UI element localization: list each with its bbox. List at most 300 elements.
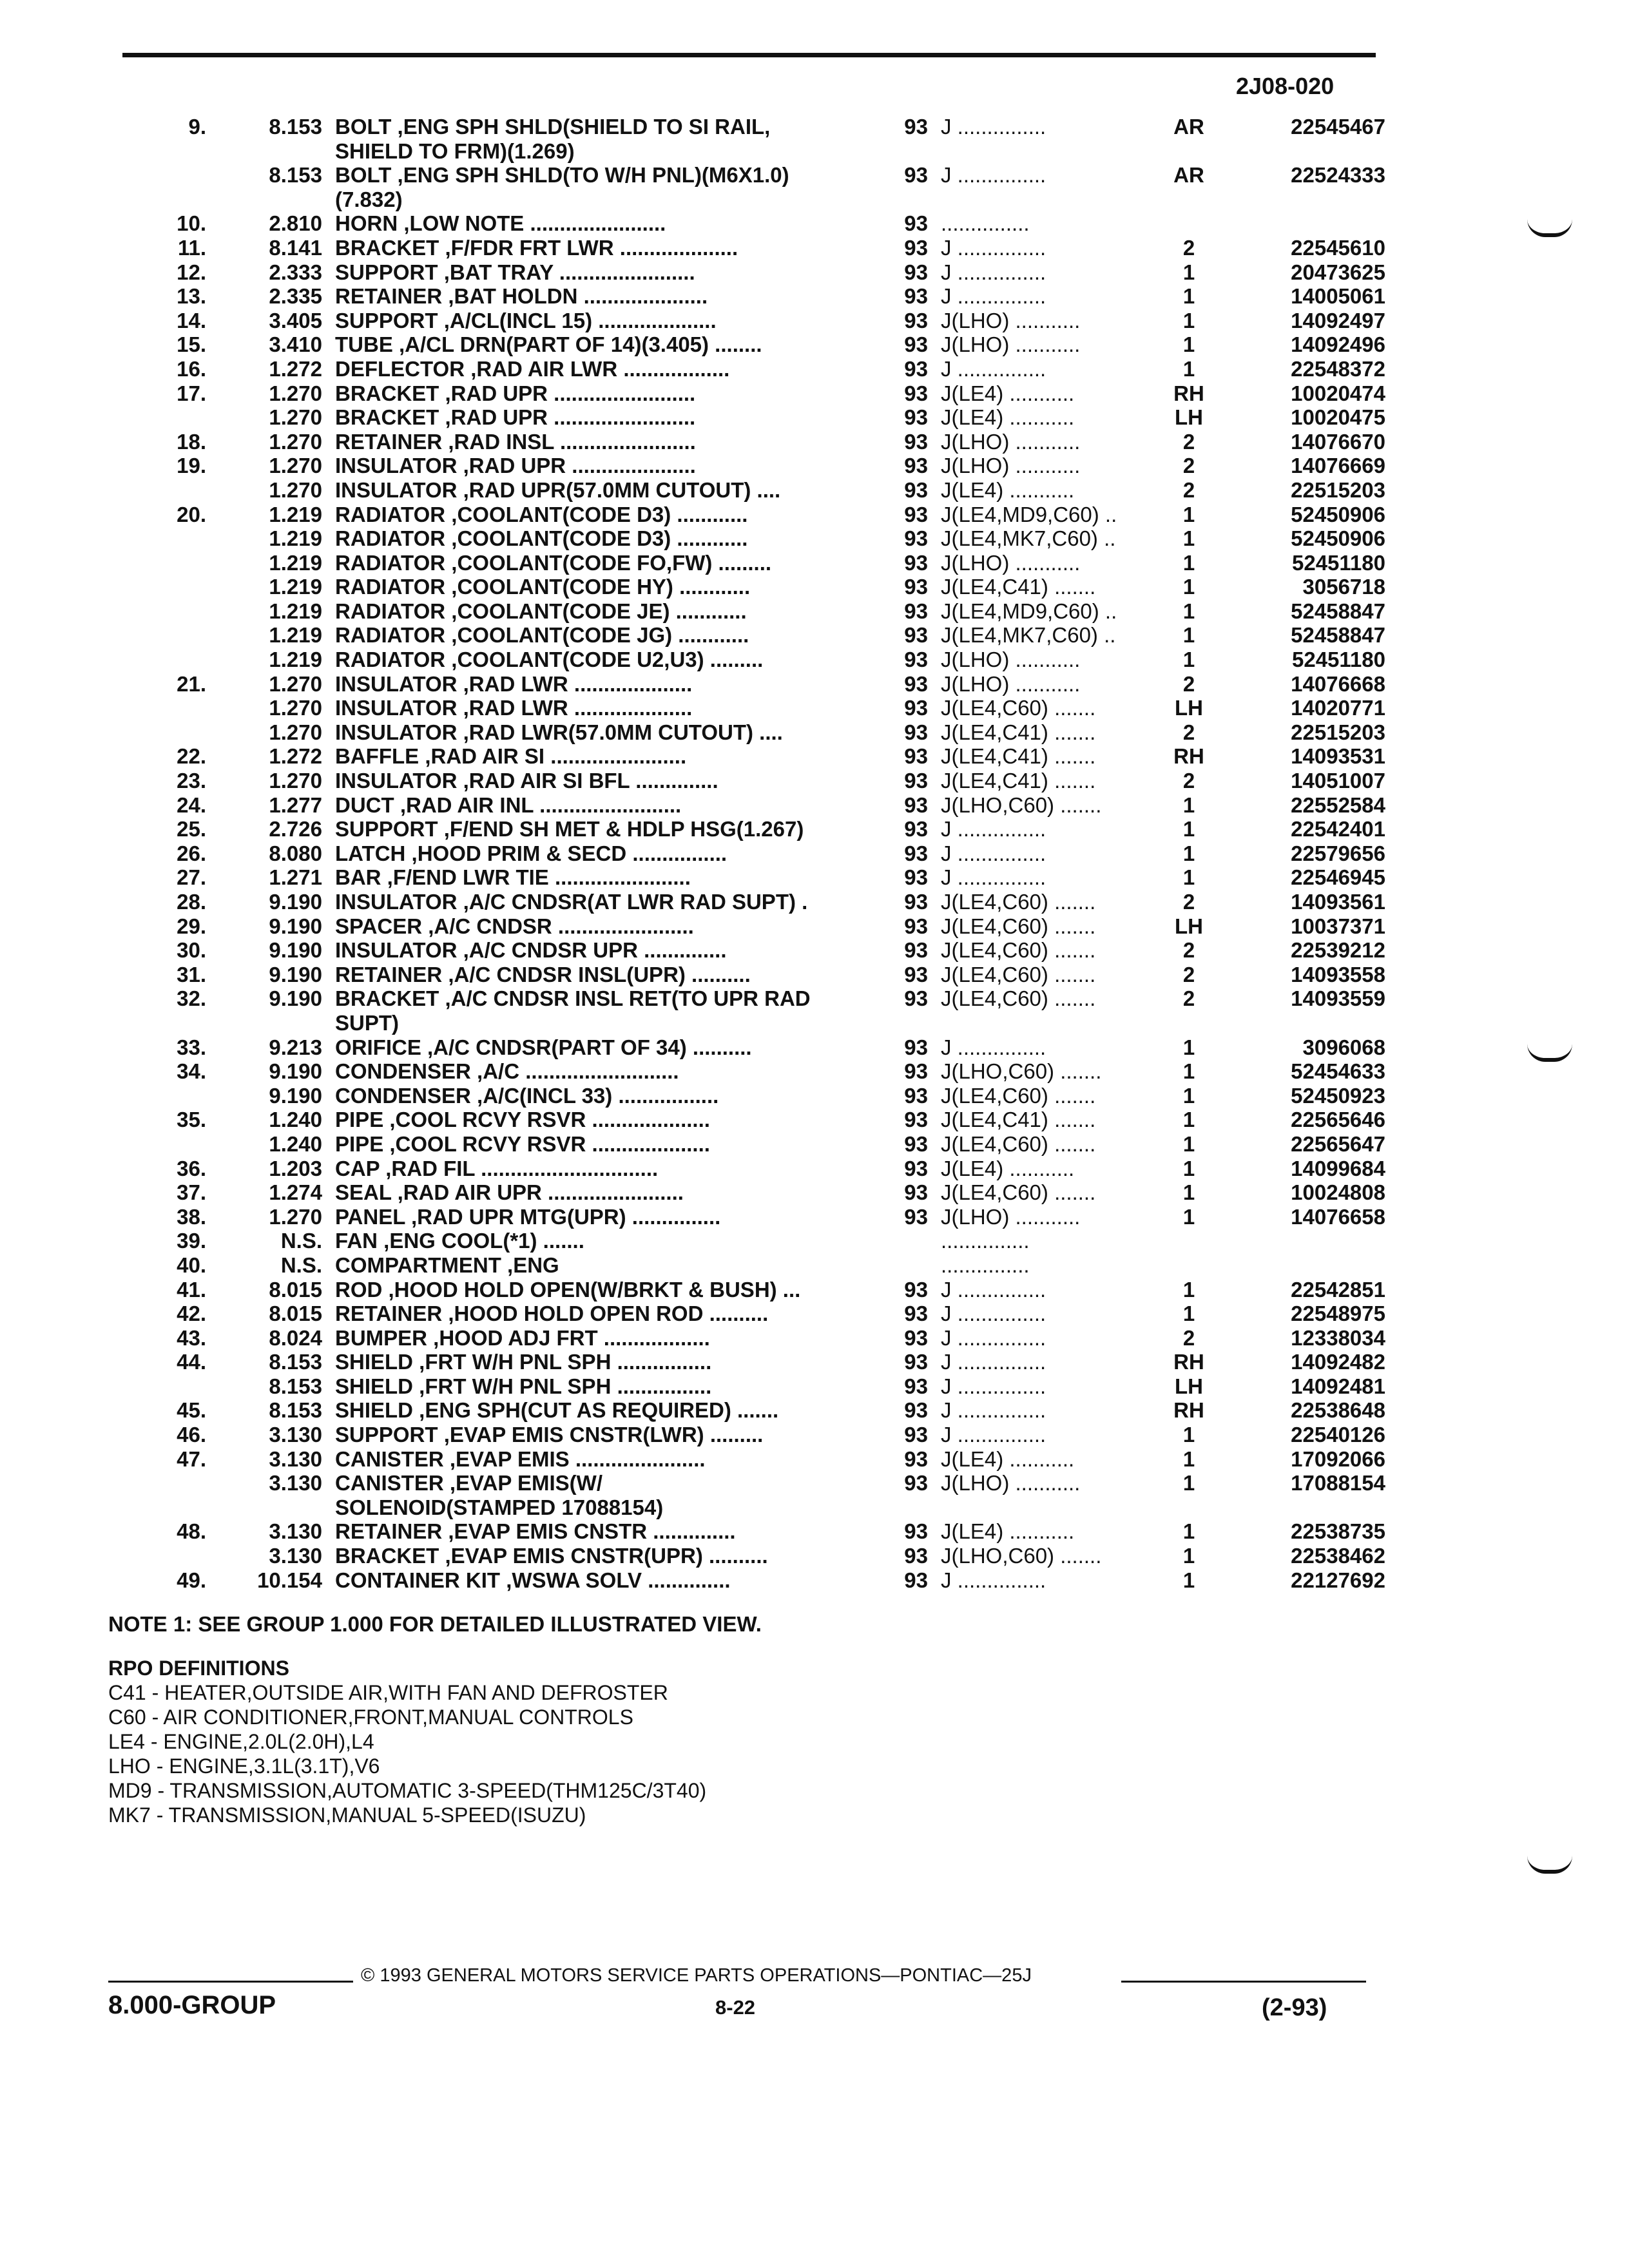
part-number: 52458847 bbox=[1291, 623, 1385, 648]
part-number: 14092481 bbox=[1291, 1374, 1385, 1398]
model-year: 93 bbox=[904, 1059, 928, 1084]
group-number: 9.190 bbox=[269, 890, 322, 914]
model-year: 93 bbox=[904, 1350, 928, 1374]
group-number: 1.270 bbox=[269, 405, 322, 430]
item-number: 45. bbox=[177, 1398, 206, 1423]
part-number: 52451180 bbox=[1291, 550, 1385, 575]
parts-row bbox=[129, 648, 1385, 672]
application: J ............... bbox=[941, 115, 1046, 139]
item-number: 41. bbox=[177, 1277, 206, 1302]
part-description: LATCH ,HOOD PRIM & SECD ................ bbox=[335, 841, 728, 865]
part-description: RADIATOR ,COOLANT(CODE D3) ............ bbox=[335, 526, 748, 551]
parts-row bbox=[129, 865, 1385, 890]
model-year: 93 bbox=[904, 1131, 928, 1156]
part-number: 20473625 bbox=[1291, 260, 1385, 284]
rpo-line: MK7 - TRANSMISSION,MANUAL 5-SPEED(ISUZU) bbox=[108, 1803, 586, 1827]
quantity: 1 bbox=[1182, 1083, 1195, 1108]
application: J ............... bbox=[941, 1035, 1046, 1059]
parts-row bbox=[129, 1084, 1385, 1108]
application: J(LE4) ........... bbox=[941, 1519, 1075, 1544]
group-number: 1.219 bbox=[269, 648, 322, 672]
part-description: CANISTER ,EVAP EMIS(W/ SOLENOID(STAMPED 17088154) bbox=[335, 1471, 664, 1519]
model-year: 93 bbox=[904, 454, 928, 478]
application: J(LE4) ........... bbox=[941, 1156, 1075, 1180]
model-year: 93 bbox=[904, 1035, 928, 1059]
parts-row bbox=[129, 1519, 1385, 1544]
rpo-line: LHO - ENGINE,3.1L(3.1T),V6 bbox=[108, 1754, 380, 1778]
quantity: 1 bbox=[1182, 1446, 1195, 1471]
item-number: 28. bbox=[177, 890, 206, 914]
parts-row bbox=[129, 236, 1385, 260]
part-description: RETAINER ,EVAP EMIS CNSTR .............. bbox=[335, 1519, 736, 1544]
item-number: 15. bbox=[177, 332, 206, 357]
quantity: 2 bbox=[1182, 454, 1195, 478]
part-number: 3056718 bbox=[1302, 575, 1385, 599]
part-description: INSULATOR ,RAD AIR SI BFL .............. bbox=[335, 769, 718, 793]
part-description: PIPE ,COOL RCVY RSVR .................... bbox=[335, 1131, 710, 1156]
part-description: BUMPER ,HOOD ADJ FRT .................. bbox=[335, 1325, 710, 1350]
application: J(LHO) ........... bbox=[941, 429, 1081, 454]
group-number: 2.335 bbox=[269, 284, 322, 309]
application: J ............... bbox=[941, 1568, 1046, 1592]
model-year: 93 bbox=[904, 1398, 928, 1423]
group-number: 2.333 bbox=[269, 260, 322, 284]
parts-row bbox=[129, 1423, 1385, 1447]
part-number: 17088154 bbox=[1291, 1471, 1385, 1495]
quantity: RH bbox=[1173, 1398, 1204, 1423]
part-number: 22542401 bbox=[1291, 817, 1385, 841]
model-year: 93 bbox=[904, 381, 928, 405]
part-description: CAP ,RAD FIL .............................. bbox=[335, 1156, 659, 1180]
group-number: 1.240 bbox=[269, 1131, 322, 1156]
parts-row bbox=[129, 503, 1385, 527]
application: J(LHO) ........... bbox=[941, 648, 1081, 672]
application: J(LE4,MD9,C60) .. bbox=[941, 502, 1117, 526]
part-number: 22548975 bbox=[1291, 1302, 1385, 1326]
quantity: 1 bbox=[1182, 865, 1195, 890]
quantity: 1 bbox=[1182, 575, 1195, 599]
quantity: 2 bbox=[1182, 477, 1195, 502]
item-number: 39. bbox=[177, 1229, 206, 1253]
part-description: SHIELD ,FRT W/H PNL SPH ................ bbox=[335, 1350, 712, 1374]
parts-row bbox=[129, 1568, 1385, 1593]
quantity: 2 bbox=[1182, 429, 1195, 454]
item-number: 23. bbox=[177, 769, 206, 793]
part-description: INSULATOR ,RAD UPR(57.0MM CUTOUT) .... bbox=[335, 477, 781, 502]
quantity: 1 bbox=[1182, 1035, 1195, 1059]
item-number: 25. bbox=[177, 817, 206, 841]
rpo-line: MD9 - TRANSMISSION,AUTOMATIC 3-SPEED(THM125C/3T40) bbox=[108, 1779, 707, 1802]
part-description: RADIATOR ,COOLANT(CODE JE) ............ bbox=[335, 599, 747, 623]
parts-row bbox=[129, 575, 1385, 599]
part-number: 10024808 bbox=[1291, 1180, 1385, 1205]
group-number: 1.270 bbox=[269, 381, 322, 405]
application: J(LE4,C41) ....... bbox=[941, 1108, 1096, 1132]
model-year: 93 bbox=[904, 163, 928, 187]
part-number: 22545610 bbox=[1291, 235, 1385, 260]
part-description: HORN ,LOW NOTE ....................... bbox=[335, 211, 666, 236]
part-description: BRACKET ,RAD UPR ........................ bbox=[335, 405, 696, 430]
application: J ............... bbox=[941, 284, 1046, 309]
quantity: 1 bbox=[1182, 1059, 1195, 1084]
group-number: 9.213 bbox=[269, 1035, 322, 1059]
part-number: 22538648 bbox=[1291, 1398, 1385, 1423]
part-description: RADIATOR ,COOLANT(CODE D3) ............ bbox=[335, 502, 748, 526]
item-number: 31. bbox=[177, 962, 206, 986]
application: J(LHO) ........... bbox=[941, 308, 1081, 332]
part-number: 22548372 bbox=[1291, 356, 1385, 381]
parts-row bbox=[129, 1350, 1385, 1374]
parts-row bbox=[129, 914, 1385, 939]
parts-row bbox=[129, 1447, 1385, 1472]
model-year: 93 bbox=[904, 890, 928, 914]
parts-row bbox=[129, 744, 1385, 769]
group-number: N.S. bbox=[280, 1253, 322, 1277]
model-year: 93 bbox=[904, 769, 928, 793]
parts-row bbox=[129, 986, 1385, 1035]
application: J(LE4) ........... bbox=[941, 477, 1075, 502]
part-number: 10020475 bbox=[1291, 405, 1385, 430]
margin-mark bbox=[1527, 1856, 1572, 1874]
model-year: 93 bbox=[904, 115, 928, 139]
group-number: 1.219 bbox=[269, 623, 322, 648]
item-number: 27. bbox=[177, 865, 206, 890]
rpo-line: LE4 - ENGINE,2.0L(2.0H),L4 bbox=[108, 1730, 374, 1753]
rpo-line: C41 - HEATER,OUTSIDE AIR,WITH FAN AND DEFROSTER bbox=[108, 1681, 668, 1704]
application: J(LE4,MD9,C60) .. bbox=[941, 599, 1117, 623]
model-year: 93 bbox=[904, 1156, 928, 1180]
application: ............... bbox=[941, 211, 1030, 236]
application: J(LE4,C41) ....... bbox=[941, 744, 1096, 769]
part-description: INSULATOR ,RAD UPR ..................... bbox=[335, 454, 696, 478]
parts-row bbox=[129, 841, 1385, 866]
parts-row bbox=[129, 309, 1385, 333]
model-year: 93 bbox=[904, 938, 928, 963]
application: J ............... bbox=[941, 1398, 1046, 1423]
item-number: 37. bbox=[177, 1180, 206, 1205]
part-description: SUPPORT ,A/CL(INCL 15) .................... bbox=[335, 308, 717, 332]
part-number: 14076658 bbox=[1291, 1204, 1385, 1229]
part-description: INSULATOR ,RAD LWR .................... bbox=[335, 696, 693, 720]
quantity: 1 bbox=[1182, 1423, 1195, 1447]
group-number: 9.190 bbox=[269, 1059, 322, 1084]
parts-row bbox=[129, 115, 1385, 163]
parts-row bbox=[129, 332, 1385, 357]
application: J(LE4,C60) ....... bbox=[941, 914, 1096, 938]
parts-row bbox=[129, 357, 1385, 381]
model-year: 93 bbox=[904, 526, 928, 551]
model-year: 93 bbox=[904, 671, 928, 696]
item-number: 18. bbox=[177, 429, 206, 454]
application: J(LE4,C41) ....... bbox=[941, 720, 1096, 744]
quantity: 2 bbox=[1182, 1325, 1195, 1350]
application: J(LHO) ........... bbox=[941, 550, 1081, 575]
group-number: 3.130 bbox=[269, 1544, 322, 1568]
quantity: AR bbox=[1173, 115, 1204, 139]
part-description: SUPPORT ,F/END SH MET & HDLP HSG(1.267) bbox=[335, 817, 804, 841]
item-number: 13. bbox=[177, 284, 206, 309]
item-number: 20. bbox=[177, 502, 206, 526]
quantity: 1 bbox=[1182, 1471, 1195, 1495]
model-year: 93 bbox=[904, 550, 928, 575]
model-year: 93 bbox=[904, 696, 928, 720]
application: J ............... bbox=[941, 1374, 1046, 1398]
group-number: 1.219 bbox=[269, 502, 322, 526]
parts-row bbox=[129, 454, 1385, 478]
application: J(LE4,C60) ....... bbox=[941, 938, 1096, 963]
application: J(LHO) ........... bbox=[941, 671, 1081, 696]
item-number: 11. bbox=[177, 235, 206, 260]
quantity: 1 bbox=[1182, 502, 1195, 526]
model-year: 93 bbox=[904, 575, 928, 599]
model-year: 93 bbox=[904, 1180, 928, 1205]
application: J ............... bbox=[941, 356, 1046, 381]
revision-date: (2-93) bbox=[1262, 1994, 1327, 2021]
quantity: 2 bbox=[1182, 769, 1195, 793]
quantity: 1 bbox=[1182, 1204, 1195, 1229]
part-number: 3096068 bbox=[1302, 1035, 1385, 1059]
group-number: 1.270 bbox=[269, 696, 322, 720]
item-number: 29. bbox=[177, 914, 206, 938]
parts-row bbox=[129, 1059, 1385, 1084]
application: J(LE4,C60) ....... bbox=[941, 986, 1096, 1011]
application: J ............... bbox=[941, 260, 1046, 284]
part-description: SEAL ,RAD AIR UPR ....................... bbox=[335, 1180, 684, 1205]
quantity: 1 bbox=[1182, 1156, 1195, 1180]
part-description: INSULATOR ,A/C CNDSR UPR .............. bbox=[335, 938, 727, 963]
application: J(LE4,C41) ....... bbox=[941, 575, 1096, 599]
application: J(LE4,C60) ....... bbox=[941, 1131, 1096, 1156]
application: ............... bbox=[941, 1253, 1030, 1277]
application: J(LE4) ........... bbox=[941, 405, 1075, 430]
quantity: 1 bbox=[1182, 308, 1195, 332]
quantity: LH bbox=[1175, 696, 1203, 720]
item-number: 12. bbox=[177, 260, 206, 284]
group-number: 8.153 bbox=[269, 115, 322, 139]
parts-row bbox=[129, 720, 1385, 745]
model-year: 93 bbox=[904, 1083, 928, 1108]
model-year: 93 bbox=[904, 962, 928, 986]
part-number: 52451180 bbox=[1291, 648, 1385, 672]
part-description: INSULATOR ,RAD LWR(57.0MM CUTOUT) .... bbox=[335, 720, 783, 744]
part-number: 52458847 bbox=[1291, 599, 1385, 623]
application: J(LHO) ........... bbox=[941, 332, 1081, 357]
quantity: 1 bbox=[1182, 356, 1195, 381]
item-number: 9. bbox=[188, 115, 206, 139]
item-number: 49. bbox=[177, 1568, 206, 1592]
parts-row bbox=[129, 938, 1385, 963]
group-number: 1.270 bbox=[269, 477, 322, 502]
group-number: 1.272 bbox=[269, 744, 322, 769]
parts-row bbox=[129, 1157, 1385, 1181]
parts-row bbox=[129, 817, 1385, 841]
quantity: 1 bbox=[1182, 1302, 1195, 1326]
application: J(LE4,C60) ....... bbox=[941, 1083, 1096, 1108]
part-number: 14092496 bbox=[1291, 332, 1385, 357]
group-number: 2.810 bbox=[269, 211, 322, 236]
item-number: 33. bbox=[177, 1035, 206, 1059]
quantity: 1 bbox=[1182, 1277, 1195, 1302]
model-year: 93 bbox=[904, 744, 928, 769]
item-number: 19. bbox=[177, 454, 206, 478]
part-number: 22579656 bbox=[1291, 841, 1385, 865]
model-year: 93 bbox=[904, 356, 928, 381]
application: J(LHO,C60) ....... bbox=[941, 1059, 1102, 1084]
item-number: 26. bbox=[177, 841, 206, 865]
application: J(LE4) ........... bbox=[941, 381, 1075, 405]
application: J(LE4,C60) ....... bbox=[941, 1180, 1096, 1205]
quantity: 1 bbox=[1182, 793, 1195, 817]
group-number: 8.153 bbox=[269, 1398, 322, 1423]
part-number: 14099684 bbox=[1291, 1156, 1385, 1180]
group-number: 1.219 bbox=[269, 599, 322, 623]
part-number: 22515203 bbox=[1291, 477, 1385, 502]
part-description: PIPE ,COOL RCVY RSVR .................... bbox=[335, 1108, 710, 1132]
parts-row bbox=[129, 599, 1385, 624]
part-description: BAFFLE ,RAD AIR SI ....................... bbox=[335, 744, 687, 769]
group-number: 1.270 bbox=[269, 720, 322, 744]
part-description: ORIFICE ,A/C CNDSR(PART OF 34) .......... bbox=[335, 1035, 752, 1059]
model-year: 93 bbox=[904, 235, 928, 260]
quantity: 1 bbox=[1182, 1131, 1195, 1156]
quantity: 1 bbox=[1182, 284, 1195, 309]
part-description: CONDENSER ,A/C .......................... bbox=[335, 1059, 679, 1084]
footer-rule-left bbox=[108, 1981, 353, 1983]
part-number: 22546945 bbox=[1291, 865, 1385, 890]
group-number: 1.270 bbox=[269, 429, 322, 454]
part-description: SPACER ,A/C CNDSR ....................... bbox=[335, 914, 694, 938]
model-year: 93 bbox=[904, 308, 928, 332]
part-number: 14093561 bbox=[1291, 890, 1385, 914]
model-year: 93 bbox=[904, 1471, 928, 1495]
part-number: 10020474 bbox=[1291, 381, 1385, 405]
model-year: 93 bbox=[904, 1325, 928, 1350]
application: J(LE4,MK7,C60) .. bbox=[941, 526, 1116, 551]
parts-row bbox=[129, 1132, 1385, 1157]
parts-row bbox=[129, 696, 1385, 720]
group-number: 8.015 bbox=[269, 1277, 322, 1302]
parts-row bbox=[129, 963, 1385, 987]
quantity: LH bbox=[1175, 1374, 1203, 1398]
part-description: RETAINER ,BAT HOLDN ..................... bbox=[335, 284, 708, 309]
application: J(LE4,C60) ....... bbox=[941, 962, 1096, 986]
part-description: BRACKET ,RAD UPR ........................ bbox=[335, 381, 696, 405]
group-number: 8.080 bbox=[269, 841, 322, 865]
footer-rule-right bbox=[1121, 1981, 1366, 1983]
parts-row bbox=[129, 430, 1385, 454]
quantity: 1 bbox=[1182, 623, 1195, 648]
application: J(LHO,C60) ....... bbox=[941, 1544, 1102, 1568]
model-year: 93 bbox=[904, 1374, 928, 1398]
group-number: 8.024 bbox=[269, 1325, 322, 1350]
model-year: 93 bbox=[904, 1204, 928, 1229]
parts-row bbox=[129, 284, 1385, 309]
part-description: ROD ,HOOD HOLD OPEN(W/BRKT & BUSH) ... bbox=[335, 1277, 801, 1302]
application: ............... bbox=[941, 1229, 1030, 1253]
part-description: TUBE ,A/CL DRN(PART OF 14)(3.405) ........ bbox=[335, 332, 762, 357]
part-number: 22565646 bbox=[1291, 1108, 1385, 1132]
parts-row bbox=[129, 793, 1385, 818]
part-description: SUPPORT ,EVAP EMIS CNSTR(LWR) ......... bbox=[335, 1423, 764, 1447]
group-number: 10.154 bbox=[257, 1568, 322, 1592]
rpo-definitions bbox=[108, 1656, 706, 1827]
model-year: 93 bbox=[904, 841, 928, 865]
parts-row bbox=[129, 211, 1385, 236]
group-number: 1.219 bbox=[269, 575, 322, 599]
quantity: 2 bbox=[1182, 986, 1195, 1011]
group-number: 3.405 bbox=[269, 308, 322, 332]
quantity: 2 bbox=[1182, 235, 1195, 260]
group-number: 9.190 bbox=[269, 914, 322, 938]
part-description: RETAINER ,HOOD HOLD OPEN ROD .......... bbox=[335, 1302, 769, 1326]
parts-row bbox=[129, 551, 1385, 575]
top-rule bbox=[122, 53, 1376, 57]
application: J ............... bbox=[941, 1277, 1046, 1302]
part-number: 52450906 bbox=[1291, 526, 1385, 551]
part-description: CONTAINER KIT ,WSWA SOLV .............. bbox=[335, 1568, 731, 1592]
part-number: 14092482 bbox=[1291, 1350, 1385, 1374]
quantity: 1 bbox=[1182, 841, 1195, 865]
application: J ............... bbox=[941, 817, 1046, 841]
group-number: 1.274 bbox=[269, 1180, 322, 1205]
application: J ............... bbox=[941, 1423, 1046, 1447]
group-number: 1.240 bbox=[269, 1108, 322, 1132]
parts-row bbox=[129, 1253, 1385, 1278]
part-description: BOLT ,ENG SPH SHLD(SHIELD TO SI RAIL, SHIELD TO FRM)(1.269) bbox=[335, 115, 771, 163]
group-label: 8.000-GROUP bbox=[108, 1991, 276, 2019]
group-number: 1.270 bbox=[269, 769, 322, 793]
group-number: 1.203 bbox=[269, 1156, 322, 1180]
item-number: 17. bbox=[177, 381, 206, 405]
group-number: 1.270 bbox=[269, 1204, 322, 1229]
application: J(LHO) ........... bbox=[941, 1471, 1081, 1495]
parts-row bbox=[129, 1205, 1385, 1229]
group-number: 8.141 bbox=[269, 235, 322, 260]
item-number: 42. bbox=[177, 1302, 206, 1326]
group-number: 3.130 bbox=[269, 1423, 322, 1447]
part-description: BAR ,F/END LWR TIE ....................... bbox=[335, 865, 691, 890]
part-number: 14093558 bbox=[1291, 962, 1385, 986]
item-number: 32. bbox=[177, 986, 206, 1011]
part-description: INSULATOR ,RAD LWR .................... bbox=[335, 671, 693, 696]
group-number: 1.270 bbox=[269, 671, 322, 696]
item-number: 16. bbox=[177, 356, 206, 381]
group-number: 9.190 bbox=[269, 986, 322, 1011]
application: J ............... bbox=[941, 235, 1046, 260]
quantity: LH bbox=[1175, 914, 1203, 938]
application: J ............... bbox=[941, 163, 1046, 187]
parts-row bbox=[129, 405, 1385, 430]
quantity: 1 bbox=[1182, 260, 1195, 284]
parts-row bbox=[129, 1398, 1385, 1423]
model-year: 93 bbox=[904, 1423, 928, 1447]
application: J(LE4,C60) ....... bbox=[941, 890, 1096, 914]
model-year: 93 bbox=[904, 332, 928, 357]
parts-row bbox=[129, 1278, 1385, 1302]
item-number: 36. bbox=[177, 1156, 206, 1180]
part-number: 14076670 bbox=[1291, 429, 1385, 454]
parts-row bbox=[129, 526, 1385, 551]
part-number: 17092066 bbox=[1291, 1446, 1385, 1471]
margin-mark bbox=[1527, 219, 1572, 237]
part-description: CANISTER ,EVAP EMIS ...................... bbox=[335, 1446, 706, 1471]
quantity: 2 bbox=[1182, 890, 1195, 914]
part-number: 14051007 bbox=[1291, 769, 1385, 793]
part-number: 22524333 bbox=[1291, 163, 1385, 187]
item-number: 48. bbox=[177, 1519, 206, 1544]
item-number: 38. bbox=[177, 1204, 206, 1229]
quantity: LH bbox=[1175, 405, 1203, 430]
